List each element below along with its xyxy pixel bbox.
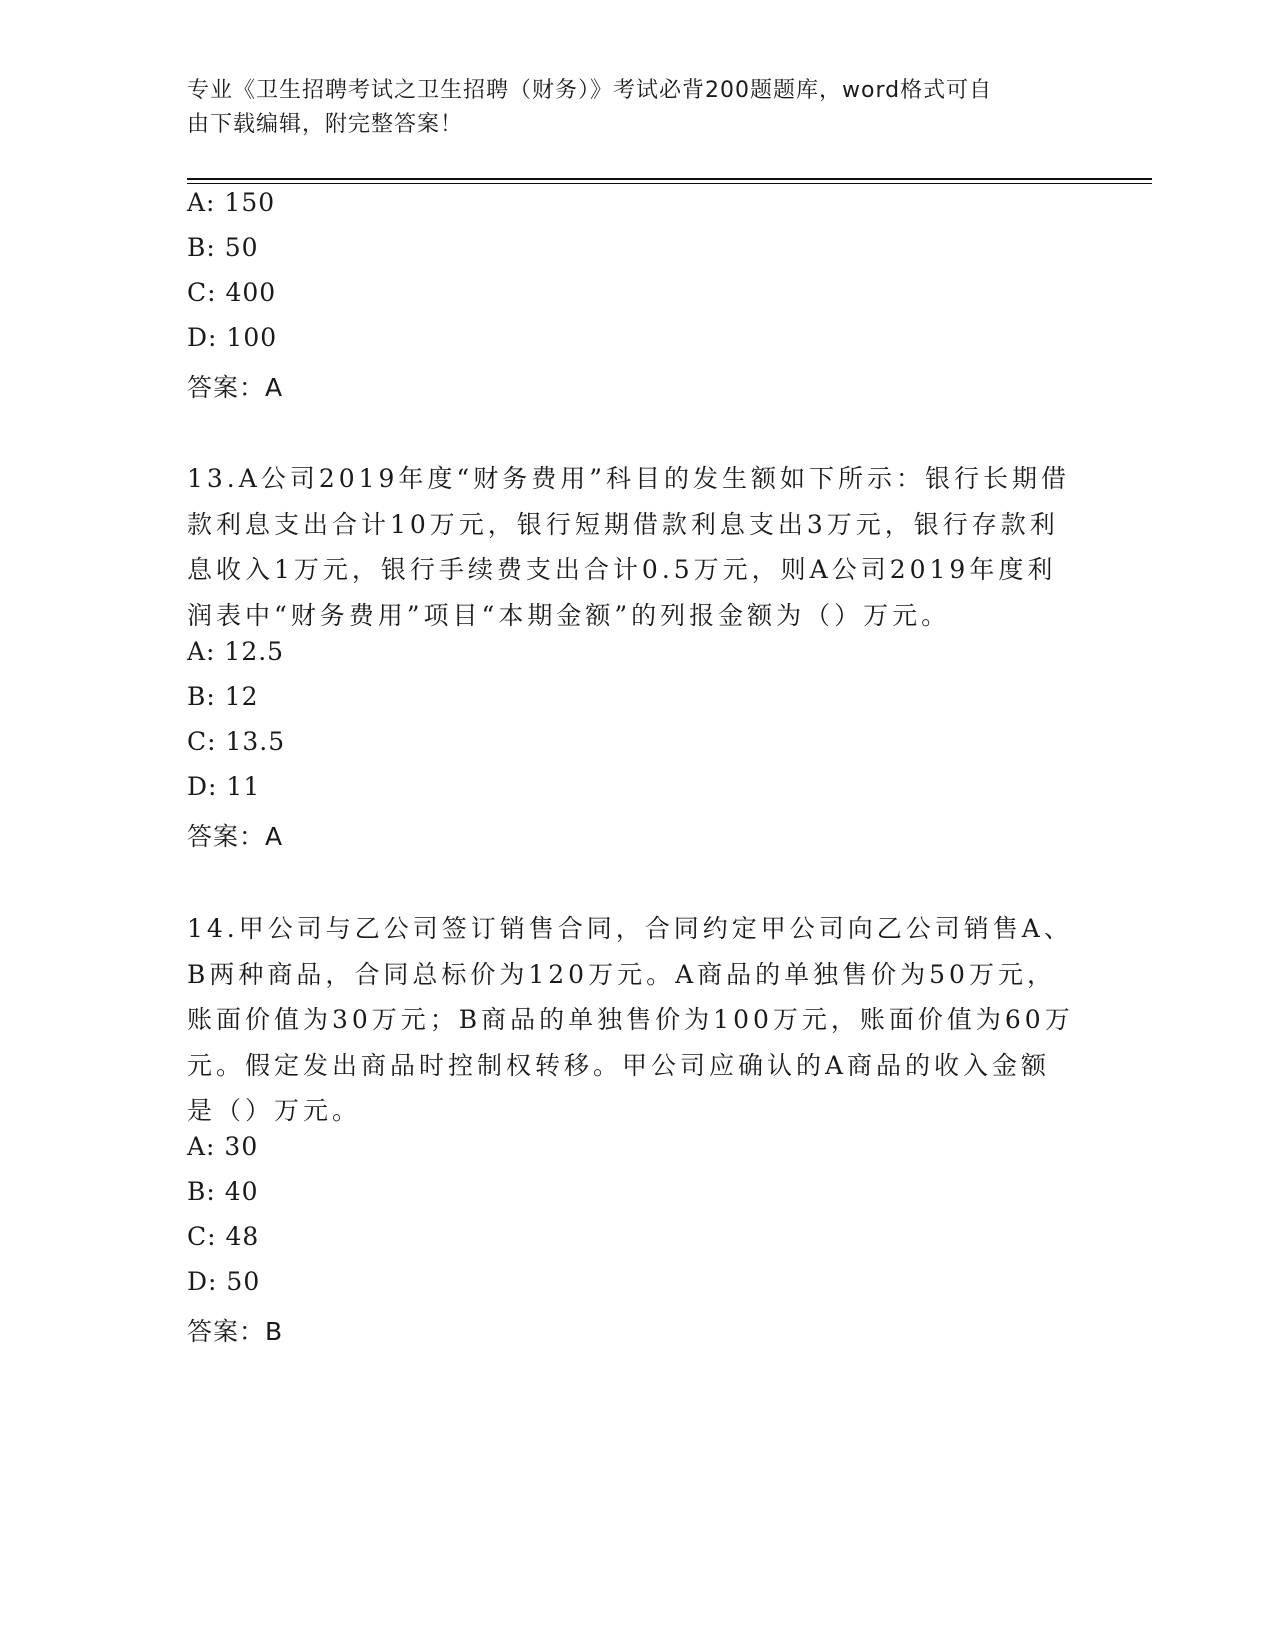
q14-option-c: C: 48	[187, 1222, 260, 1251]
q12-option-a: A: 150	[187, 188, 276, 217]
q13-answer: 答案：A	[187, 822, 284, 851]
q14-option-a: A: 30	[187, 1132, 259, 1161]
q14-line: 是（）万元。	[187, 1096, 362, 1125]
header-line-1: 专业《卫生招聘考试之卫生招聘（财务）》考试必背200题题库，word格式可自	[187, 78, 993, 103]
q14-line: 账面价值为30万元；B商品的单独售价为100万元，账面价值为60万	[187, 1005, 1074, 1034]
q13-line: 13.A公司2019年度“财务费用”科目的发生额如下所示：银行长期借	[187, 464, 1070, 493]
q13-option-d: D: 11	[187, 772, 261, 801]
q12-option-b: B: 50	[187, 233, 259, 262]
header-rule-thick	[187, 178, 1152, 180]
header-rule-thin	[187, 183, 1152, 184]
q13-option-c: C: 13.5	[187, 727, 286, 756]
q14-line: B两种商品，合同总标价为120万元。A商品的单独售价为50万元，	[187, 959, 1056, 989]
q13-line: 息收入1万元，银行手续费支出合计0.5万元，则A公司2019年度利	[187, 555, 1057, 584]
q12-answer: 答案：A	[187, 373, 284, 402]
q12-option-d: D: 100	[187, 323, 278, 352]
q14-line: 元。假定发出商品时控制权转移。甲公司应确认的A商品的收入金额	[187, 1050, 1051, 1080]
q13-line: 款利息支出合计10万元，银行短期借款利息支出3万元，银行存款利	[187, 509, 1059, 539]
q14-text	[187, 906, 1087, 1134]
q12-option-c: C: 400	[187, 278, 277, 307]
q14-option-d: D: 50	[187, 1267, 261, 1296]
q13-text	[187, 456, 1087, 638]
q13-line: 润表中“财务费用”项目“本期金额”的列报金额为（）万元。	[187, 600, 951, 630]
q14-option-b: B: 40	[187, 1177, 259, 1206]
q14-answer: 答案：B	[187, 1317, 284, 1346]
q13-option-b: B: 12	[187, 682, 259, 711]
q13-option-a: A: 12.5	[187, 637, 285, 666]
header-line-2: 由下载编辑，附完整答案！	[187, 112, 464, 137]
q14-line: 14.甲公司与乙公司签订销售合同，合同约定甲公司向乙公司销售A、	[187, 914, 1073, 943]
document-header	[187, 74, 1087, 142]
